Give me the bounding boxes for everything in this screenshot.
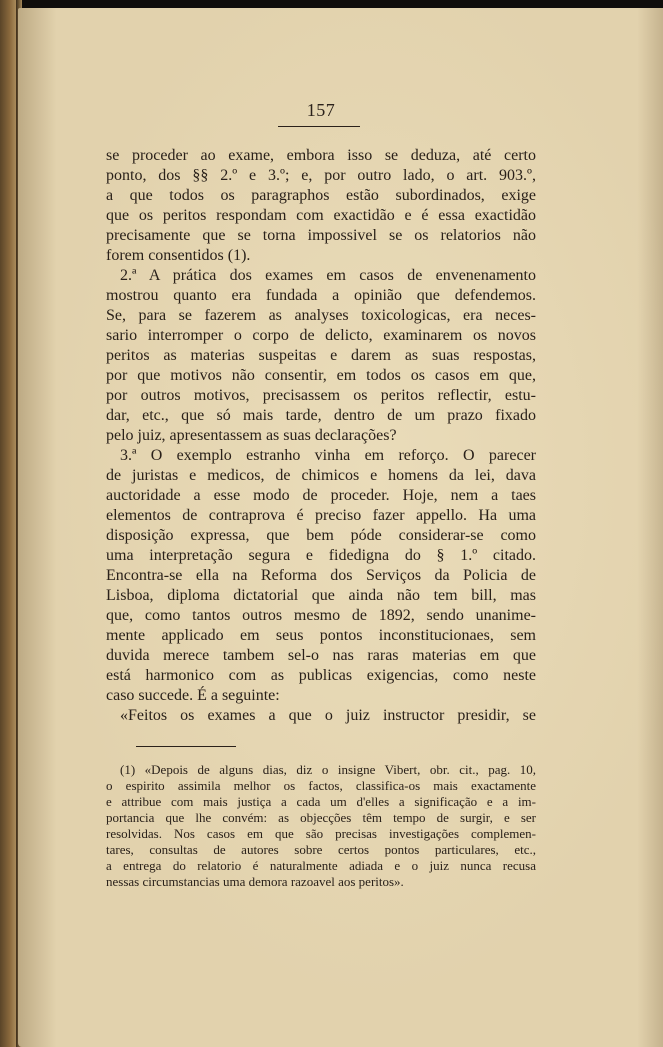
page-number: 157 [306,100,336,120]
body-line: Encontra-se ella na Reforma dos Serviços da Policia de [106,567,536,584]
body-line: que os peritos respondam com exactidão e é essa exactidão [106,207,536,224]
body-line: disposição expressa, que bem póde considerar-se como [106,527,536,544]
body-line: mostrou quanto era fundada a opinião que defendemos. [106,287,536,304]
body-line: a que todos os paragraphos estão subordinados, exige [106,187,536,204]
body-line: sario interromper o corpo de delicto, examinarem os novos [106,327,536,344]
body-line: forem consentidos (1). [106,247,251,264]
body-line: que, como tantos outros mesmo de 1892, sendo unanime- [106,607,536,624]
body-line: Se, para se fazerem as analyses toxicologicas, era neces- [106,307,536,324]
footnote-rule [136,746,236,747]
body-line: dar, etc., que só mais tarde, dentro de um prazo fixado [106,407,536,424]
body-line: «Feitos os exames a que o juiz instructor presidir, se [120,707,536,724]
footnote-line: tares, consultas de autores sobre certos pontos particulares, etc., [106,842,536,857]
footnote-line: nessas circumstancias uma demora razoavel aos peritos». [106,874,404,889]
footnote-line: (1) «Depois de alguns dias, diz o insigne Vibert, obr. cit., pag. 10, [120,762,536,777]
footnote-line: portancia que lhe convém: as objecções têm tempo de surgir, e ser [106,810,536,825]
body-line: 3.ª O exemplo estranho vinha em reforço. O parecer [120,447,536,464]
body-line: elementos de contraprova é preciso fazer appello. Ha uma [106,507,536,524]
body-line: por outros motivos, precisassem os peritos reflectir, estu- [106,387,536,404]
body-line: se proceder ao exame, embora isso se deduza, até certo [106,147,536,164]
footnote-line: a entrega do relatorio é naturalmente adiada e o juiz nunca recusa [106,858,536,873]
page-paper [18,8,663,1047]
body-line: pelo juiz, apresentassem as suas declarações? [106,427,397,444]
body-line: precisamente que se torna impossivel se os relatorios não [106,227,536,244]
body-line: 2.ª A prática dos exames em casos de envenenamento [120,267,536,284]
header-rule [278,126,360,127]
footnote-line: resolvidas. Nos casos em que são precisas investigações complemen- [106,826,536,841]
body-line: peritos as materias suspeitas e darem as suas respostas, [106,347,536,364]
body-line: caso succede. É a seguinte: [106,687,280,704]
body-line: auctoridade a esse modo de proceder. Hoje, nem a taes [106,487,536,504]
body-line: de juristas e medicos, de chimicos e homens da lei, dava [106,467,536,484]
body-line: ponto, dos §§ 2.º e 3.º; e, por outro lado, o art. 903.º, [106,167,536,184]
body-line: está harmonico com as publicas exigencias, como neste [106,667,536,684]
body-line: por que motivos não consentir, em todos os casos em que, [106,367,536,384]
body-line: duvida merece tambem sel-o nas raras materias em que [106,647,536,664]
body-line: mente applicado em seus pontos inconstitucionaes, sem [106,627,536,644]
footnote-line: o espirito assimila melhor os factos, classifica-os mais exactamente [106,778,536,793]
footnote-line: e attribue com mais justiça a cada um d'elles a significação e a im- [106,794,536,809]
body-line: Lisboa, diploma dictatorial que ainda não tem bill, mas [106,587,536,604]
body-line: uma interpretação segura e fidedigna do § 1.º citado. [106,547,536,564]
